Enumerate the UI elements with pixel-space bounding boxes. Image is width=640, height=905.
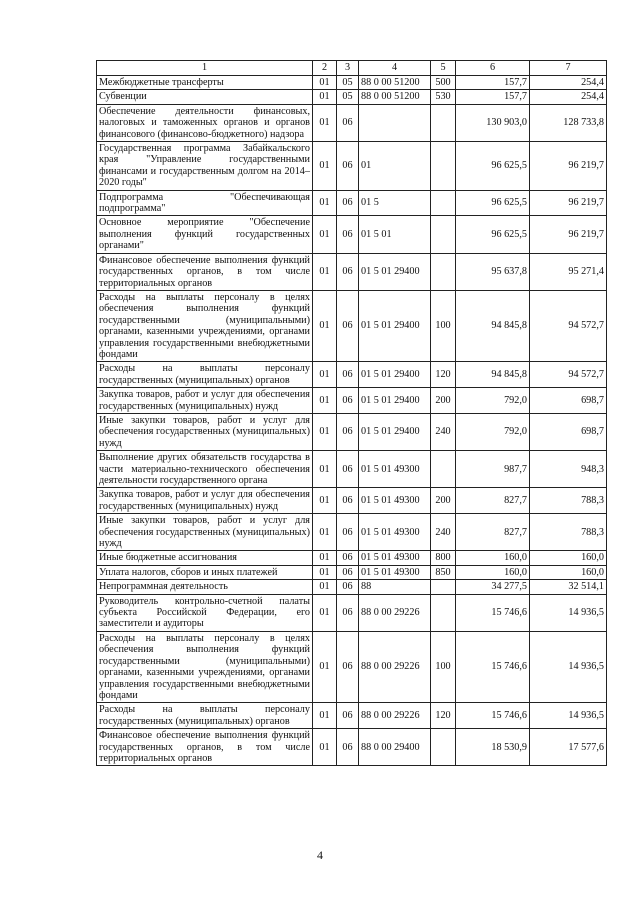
row-amount-1: 34 277,5 [456,580,530,594]
row-subsection: 06 [337,216,359,253]
row-expense-type: 500 [431,76,456,90]
row-expense-type: 100 [431,290,456,361]
row-name: Расходы на выплаты персоналу в целях обеспечения выполнения функций государственными (муниципальными) органами, казенными учреждениями, органами управления государственными внебюджетными фондами [97,631,313,702]
header-col-2: 2 [313,61,337,76]
row-section: 01 [313,90,337,104]
row-subsection: 06 [337,703,359,729]
row-target-article: 88 0 00 29400 [359,729,431,766]
row-expense-type [431,253,456,290]
row-section: 01 [313,729,337,766]
row-amount-2: 32 514,1 [530,580,607,594]
row-subsection: 06 [337,362,359,388]
row-amount-2: 254,4 [530,76,607,90]
table-row [97,190,607,216]
row-amount-1: 18 530,9 [456,729,530,766]
row-target-article: 01 5 01 49300 [359,488,431,514]
row-name: Субвенции [97,90,313,104]
row-amount-2: 96 219,7 [530,190,607,216]
row-amount-2: 94 572,7 [530,362,607,388]
table-row [97,451,607,488]
row-name: Закупка товаров, работ и услуг для обеспечения государственных (муниципальных) нужд [97,488,313,514]
row-name: Уплата налогов, сборов и иных платежей [97,565,313,579]
row-target-article: 01 [359,142,431,191]
row-amount-1: 15 746,6 [456,594,530,631]
row-amount-1: 130 903,0 [456,104,530,141]
row-subsection: 06 [337,551,359,565]
row-name: Иные бюджетные ассигнования [97,551,313,565]
row-amount-1: 987,7 [456,451,530,488]
row-amount-1: 792,0 [456,413,530,450]
row-subsection: 06 [337,142,359,191]
row-name: Расходы на выплаты персоналу государственных (муниципальных) органов [97,703,313,729]
row-amount-1: 827,7 [456,488,530,514]
row-expense-type: 240 [431,413,456,450]
row-amount-1: 96 625,5 [456,190,530,216]
row-expense-type: 850 [431,565,456,579]
header-col-3: 3 [337,61,359,76]
row-subsection: 06 [337,290,359,361]
row-subsection: 06 [337,631,359,702]
row-amount-2: 254,4 [530,90,607,104]
row-subsection: 06 [337,565,359,579]
row-amount-1: 792,0 [456,388,530,414]
table-row [97,290,607,361]
row-amount-1: 94 845,8 [456,362,530,388]
row-subsection: 06 [337,514,359,551]
table-row [97,388,607,414]
header-col-4: 4 [359,61,431,76]
row-name: Подпрограмма "Обеспечивающая подпрограмма" [97,190,313,216]
row-section: 01 [313,388,337,414]
table-row [97,703,607,729]
row-expense-type: 100 [431,631,456,702]
header-col-5: 5 [431,61,456,76]
row-amount-1: 94 845,8 [456,290,530,361]
row-amount-1: 96 625,5 [456,142,530,191]
table-row [97,594,607,631]
table-row [97,413,607,450]
row-expense-type: 800 [431,551,456,565]
row-target-article: 01 5 01 49300 [359,451,431,488]
table-row [97,142,607,191]
row-section: 01 [313,253,337,290]
row-amount-2: 948,3 [530,451,607,488]
row-target-article: 88 0 00 51200 [359,90,431,104]
row-target-article: 01 5 01 49300 [359,514,431,551]
row-name: Расходы на выплаты персоналу государственных (муниципальных) органов [97,362,313,388]
row-target-article: 88 0 00 29226 [359,703,431,729]
row-expense-type: 120 [431,362,456,388]
row-section: 01 [313,631,337,702]
table-row [97,104,607,141]
row-subsection: 06 [337,729,359,766]
row-expense-type [431,142,456,191]
row-subsection: 06 [337,253,359,290]
table-body [97,76,607,766]
header-col-6: 6 [456,61,530,76]
row-expense-type [431,216,456,253]
row-amount-1: 160,0 [456,565,530,579]
table-row [97,551,607,565]
row-name: Руководитель контрольно-счетной палаты субъекта Российской Федерации, его заместители и аудиторы [97,594,313,631]
table-row [97,631,607,702]
row-expense-type [431,594,456,631]
row-amount-2: 160,0 [530,565,607,579]
row-amount-1: 15 746,6 [456,631,530,702]
table-row [97,76,607,90]
row-section: 01 [313,104,337,141]
row-amount-2: 95 271,4 [530,253,607,290]
page-number: 4 [317,848,323,862]
row-target-article: 01 5 01 49300 [359,565,431,579]
row-target-article: 88 0 00 29226 [359,631,431,702]
row-expense-type: 200 [431,488,456,514]
row-subsection: 06 [337,104,359,141]
row-subsection: 05 [337,76,359,90]
header-col-7: 7 [530,61,607,76]
row-target-article: 01 5 01 49300 [359,551,431,565]
row-section: 01 [313,76,337,90]
row-amount-1: 160,0 [456,551,530,565]
header-col-1: 1 [97,61,313,76]
row-name: Выполнение других обязательств государства в части материально-технического обеспечения деятельности государственного органа [97,451,313,488]
budget-table [96,60,607,766]
row-target-article: 88 0 00 51200 [359,76,431,90]
row-section: 01 [313,451,337,488]
row-expense-type [431,580,456,594]
row-section: 01 [313,565,337,579]
row-name: Государственная программа Забайкальского края "Управление государственными финансами и государственным долгом на 2014–2020 годы" [97,142,313,191]
row-target-article: 01 5 01 29400 [359,253,431,290]
row-amount-2: 17 577,6 [530,729,607,766]
row-subsection: 06 [337,190,359,216]
table-row [97,90,607,104]
row-subsection: 06 [337,388,359,414]
row-expense-type: 120 [431,703,456,729]
row-section: 01 [313,514,337,551]
table-row [97,488,607,514]
row-amount-2: 94 572,7 [530,290,607,361]
row-expense-type: 200 [431,388,456,414]
row-amount-2: 96 219,7 [530,216,607,253]
row-target-article: 01 5 [359,190,431,216]
row-name: Межбюджетные трансферты [97,76,313,90]
row-expense-type: 530 [431,90,456,104]
row-name: Непрограммная деятельность [97,580,313,594]
row-amount-2: 698,7 [530,388,607,414]
row-name: Иные закупки товаров, работ и услуг для обеспечения государственных (муниципальных) нужд [97,413,313,450]
table-row [97,514,607,551]
row-amount-2: 96 219,7 [530,142,607,191]
row-target-article: 88 [359,580,431,594]
row-name: Закупка товаров, работ и услуг для обеспечения государственных (муниципальных) нужд [97,388,313,414]
row-section: 01 [313,362,337,388]
row-section: 01 [313,190,337,216]
row-target-article: 01 5 01 [359,216,431,253]
row-target-article: 01 5 01 29400 [359,290,431,361]
row-target-article [359,104,431,141]
row-expense-type [431,104,456,141]
row-name: Расходы на выплаты персоналу в целях обеспечения выполнения функций государственными (муниципальными) органами, казенными учреждениями, органами управления государственными внебюджетными фондами [97,290,313,361]
row-subsection: 06 [337,488,359,514]
row-subsection: 05 [337,90,359,104]
table-row [97,253,607,290]
row-name: Финансовое обеспечение выполнения функций государственных органов, в том числе территориальных органов [97,729,313,766]
row-target-article: 01 5 01 29400 [359,362,431,388]
row-amount-2: 128 733,8 [530,104,607,141]
row-section: 01 [313,594,337,631]
row-name: Основное мероприятие "Обеспечение выполнения функций государственных органами" [97,216,313,253]
table-row [97,565,607,579]
row-amount-2: 14 936,5 [530,594,607,631]
row-section: 01 [313,216,337,253]
table-row [97,729,607,766]
row-target-article: 01 5 01 29400 [359,388,431,414]
row-subsection: 06 [337,594,359,631]
row-expense-type: 240 [431,514,456,551]
row-section: 01 [313,413,337,450]
table-row [97,362,607,388]
row-amount-1: 157,7 [456,90,530,104]
row-amount-1: 95 637,8 [456,253,530,290]
row-amount-2: 160,0 [530,551,607,565]
table-header [97,61,607,76]
row-name: Иные закупки товаров, работ и услуг для обеспечения государственных (муниципальных) нужд [97,514,313,551]
row-target-article: 88 0 00 29226 [359,594,431,631]
row-amount-2: 788,3 [530,488,607,514]
row-subsection: 06 [337,580,359,594]
row-section: 01 [313,580,337,594]
row-expense-type [431,729,456,766]
row-expense-type [431,451,456,488]
row-section: 01 [313,290,337,361]
row-amount-2: 788,3 [530,514,607,551]
table-row [97,580,607,594]
row-amount-2: 14 936,5 [530,631,607,702]
row-amount-1: 15 746,6 [456,703,530,729]
row-section: 01 [313,551,337,565]
table-row [97,216,607,253]
row-name: Обеспечение деятельности финансовых, налоговых и таможенных органов и органов финансового (финансово-бюджетного) надзора [97,104,313,141]
row-amount-2: 14 936,5 [530,703,607,729]
header-row [97,61,607,76]
row-name: Финансовое обеспечение выполнения функций государственных органов, в том числе территориальных органов [97,253,313,290]
row-amount-1: 827,7 [456,514,530,551]
row-amount-1: 96 625,5 [456,216,530,253]
row-section: 01 [313,142,337,191]
row-amount-1: 157,7 [456,76,530,90]
row-subsection: 06 [337,451,359,488]
row-amount-2: 698,7 [530,413,607,450]
row-expense-type [431,190,456,216]
row-section: 01 [313,488,337,514]
row-target-article: 01 5 01 29400 [359,413,431,450]
row-subsection: 06 [337,413,359,450]
row-section: 01 [313,703,337,729]
